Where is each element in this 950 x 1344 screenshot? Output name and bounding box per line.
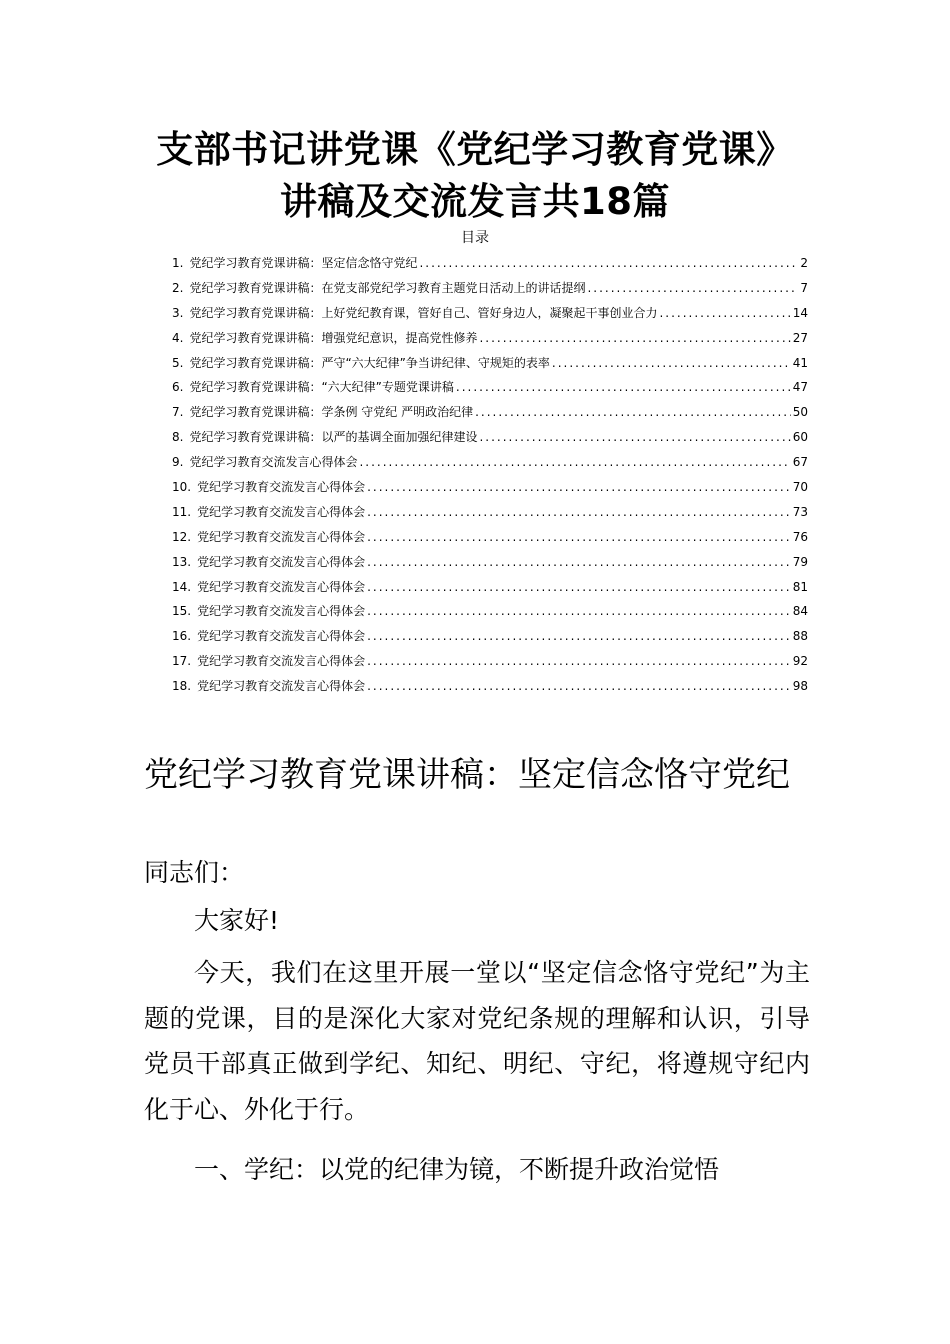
toc-entry[interactable]: [172, 329, 808, 354]
toc-entry-number: 7.: [172, 405, 184, 420]
toc-dot-leader: [479, 329, 790, 347]
toc-entry-title: 党纪学习教育交流发言心得体会: [197, 480, 366, 495]
salutation: 同志们：: [144, 858, 245, 887]
toc-entry[interactable]: [172, 304, 808, 329]
toc-entry-number: 18.: [172, 679, 192, 694]
toc-entry-page: 79: [792, 554, 808, 569]
toc-entry-page: 70: [792, 480, 808, 495]
toc-entry-title: 党纪学习教育党课讲稿：学条例 守党纪 严明政治纪律: [189, 405, 474, 420]
toc-entry[interactable]: [172, 279, 808, 304]
toc-entry-title: 党纪学习教育交流发言心得体会: [197, 529, 366, 544]
toc-entry-number: 13.: [172, 554, 192, 569]
toc-dot-leader: [367, 528, 791, 546]
toc-dot-leader: [475, 403, 791, 421]
toc-entry[interactable]: [172, 403, 808, 428]
toc-entry[interactable]: [172, 254, 808, 279]
toc-entry-title: 党纪学习教育交流发言心得体会: [189, 455, 358, 470]
toc-entry-page: 67: [792, 455, 808, 470]
toc-entry-title: 党纪学习教育交流发言心得体会: [197, 504, 366, 519]
toc-entry-page: 60: [792, 430, 808, 445]
toc-entry-number: 16.: [172, 629, 192, 644]
toc-entry-page: 27: [792, 330, 808, 345]
toc-dot-leader: [367, 602, 791, 620]
toc-entry[interactable]: [172, 478, 808, 503]
toc-dot-leader: [552, 354, 791, 372]
toc-entry-title: 党纪学习教育党课讲稿：上好党纪教育课，管好自己、管好身边人，凝聚起干事创业合力: [189, 305, 658, 320]
toc-entry-title: 党纪学习教育党课讲稿：增强党纪意识，提高党性修养: [189, 330, 478, 345]
toc-entry-number: 1.: [172, 256, 184, 270]
toc-entry[interactable]: [172, 428, 808, 453]
toc-entry[interactable]: [172, 627, 808, 652]
toc-entry-title: 党纪学习教育党课讲稿：“六大纪律”专题党课讲稿: [189, 380, 454, 395]
toc-dot-leader: [367, 652, 791, 670]
toc-dot-leader: [359, 453, 790, 471]
toc-dot-leader: [367, 578, 791, 596]
toc-entry-number: 17.: [172, 654, 192, 669]
toc-entry-number: 15.: [172, 604, 192, 619]
toc-entry[interactable]: [172, 528, 808, 553]
toc-entry-number: 4.: [172, 330, 184, 345]
toc-entry-title: 党纪学习教育交流发言心得体会: [197, 579, 366, 594]
toc-dot-leader: [479, 428, 790, 446]
toc-entry-page: 2: [800, 256, 808, 270]
toc-entry-number: 12.: [172, 529, 192, 544]
toc-entry-number: 9.: [172, 455, 184, 470]
section-subheading: 一、学纪：以党的纪律为镜，不断提升政治觉悟: [194, 1155, 720, 1184]
section-title: 党纪学习教育党课讲稿：坚定信念恪守党纪: [144, 755, 790, 795]
toc-entry[interactable]: [172, 553, 808, 578]
toc-entry-page: 14: [792, 305, 808, 320]
toc-entry-number: 3.: [172, 305, 184, 320]
greeting: 大家好!: [194, 906, 280, 935]
toc-entry-page: 50: [792, 405, 808, 420]
toc-entry-page: 88: [792, 629, 808, 644]
toc-dot-leader: [367, 478, 791, 496]
toc-entry-page: 98: [792, 679, 808, 694]
toc-dot-leader: [587, 279, 798, 297]
toc-dot-leader: [367, 503, 791, 521]
toc-entry-number: 8.: [172, 430, 184, 445]
toc-entry-page: 7: [800, 280, 808, 295]
toc-entry-number: 6.: [172, 380, 184, 395]
toc-dot-leader: [367, 627, 791, 645]
toc-entry-number: 10.: [172, 480, 192, 495]
toc-entry-title: 党纪学习教育党课讲稿：以严的基调全面加强纪律建设: [189, 430, 478, 445]
toc-entry-page: 47: [792, 380, 808, 395]
toc-entry-page: 81: [792, 579, 808, 594]
toc-entry[interactable]: [172, 503, 808, 528]
toc-entry[interactable]: [172, 453, 808, 478]
toc-entry-title: 党纪学习教育交流发言心得体会: [197, 654, 366, 669]
document-title: 支部书记讲党课《党纪学习教育党课》讲稿及交流发言共18篇: [156, 128, 794, 223]
toc-dot-leader: [367, 677, 791, 695]
toc-dot-leader: [419, 254, 798, 272]
toc-entry-title: 党纪学习教育交流发言心得体会: [197, 604, 366, 619]
toc-entry-number: 14.: [172, 579, 192, 594]
toc-entry-page: 76: [792, 529, 808, 544]
toc-entry[interactable]: [172, 652, 808, 677]
toc-entry-title: 党纪学习教育党课讲稿：严守“六大纪律”争当讲纪律、守规矩的表率: [189, 355, 550, 370]
toc-entry-page: 84: [792, 604, 808, 619]
toc-entry-title: 党纪学习教育交流发言心得体会: [197, 554, 366, 569]
toc-entry[interactable]: [172, 602, 808, 627]
toc-entry-page: 41: [792, 355, 808, 370]
toc-entry[interactable]: [172, 378, 808, 403]
toc-entry-title: 党纪学习教育党课讲稿：在党支部党纪学习教育主题党日活动上的讲话提纲: [189, 280, 586, 295]
toc-entry-page: 92: [792, 654, 808, 669]
table-of-contents: [172, 254, 808, 702]
toc-entry-number: 11.: [172, 504, 192, 519]
toc-entry[interactable]: [172, 578, 808, 603]
toc-entry[interactable]: [172, 677, 808, 702]
toc-entry-page: 73: [792, 504, 808, 519]
toc-dot-leader: [659, 304, 790, 322]
toc-entry-title: 党纪学习教育交流发言心得体会: [197, 679, 366, 694]
toc-entry-title: 党纪学习教育党课讲稿：坚定信念恪守党纪: [189, 256, 418, 270]
toc-entry-number: 2.: [172, 280, 184, 295]
toc-entry-title: 党纪学习教育交流发言心得体会: [197, 629, 366, 644]
toc-dot-leader: [456, 378, 791, 396]
toc-entry[interactable]: [172, 354, 808, 379]
body-paragraph: 今天，我们在这里开展一堂以“坚定信念恪守党纪”为主题的党课，目的是深化大家对党纪条规的理解和认识，引导党员干部真正做到学纪、知纪、明纪、守纪，将遵规守纪内化于心、外化于行。: [144, 958, 810, 1124]
toc-heading: 目录: [461, 230, 489, 246]
toc-entry-number: 5.: [172, 355, 184, 370]
toc-dot-leader: [367, 553, 791, 571]
